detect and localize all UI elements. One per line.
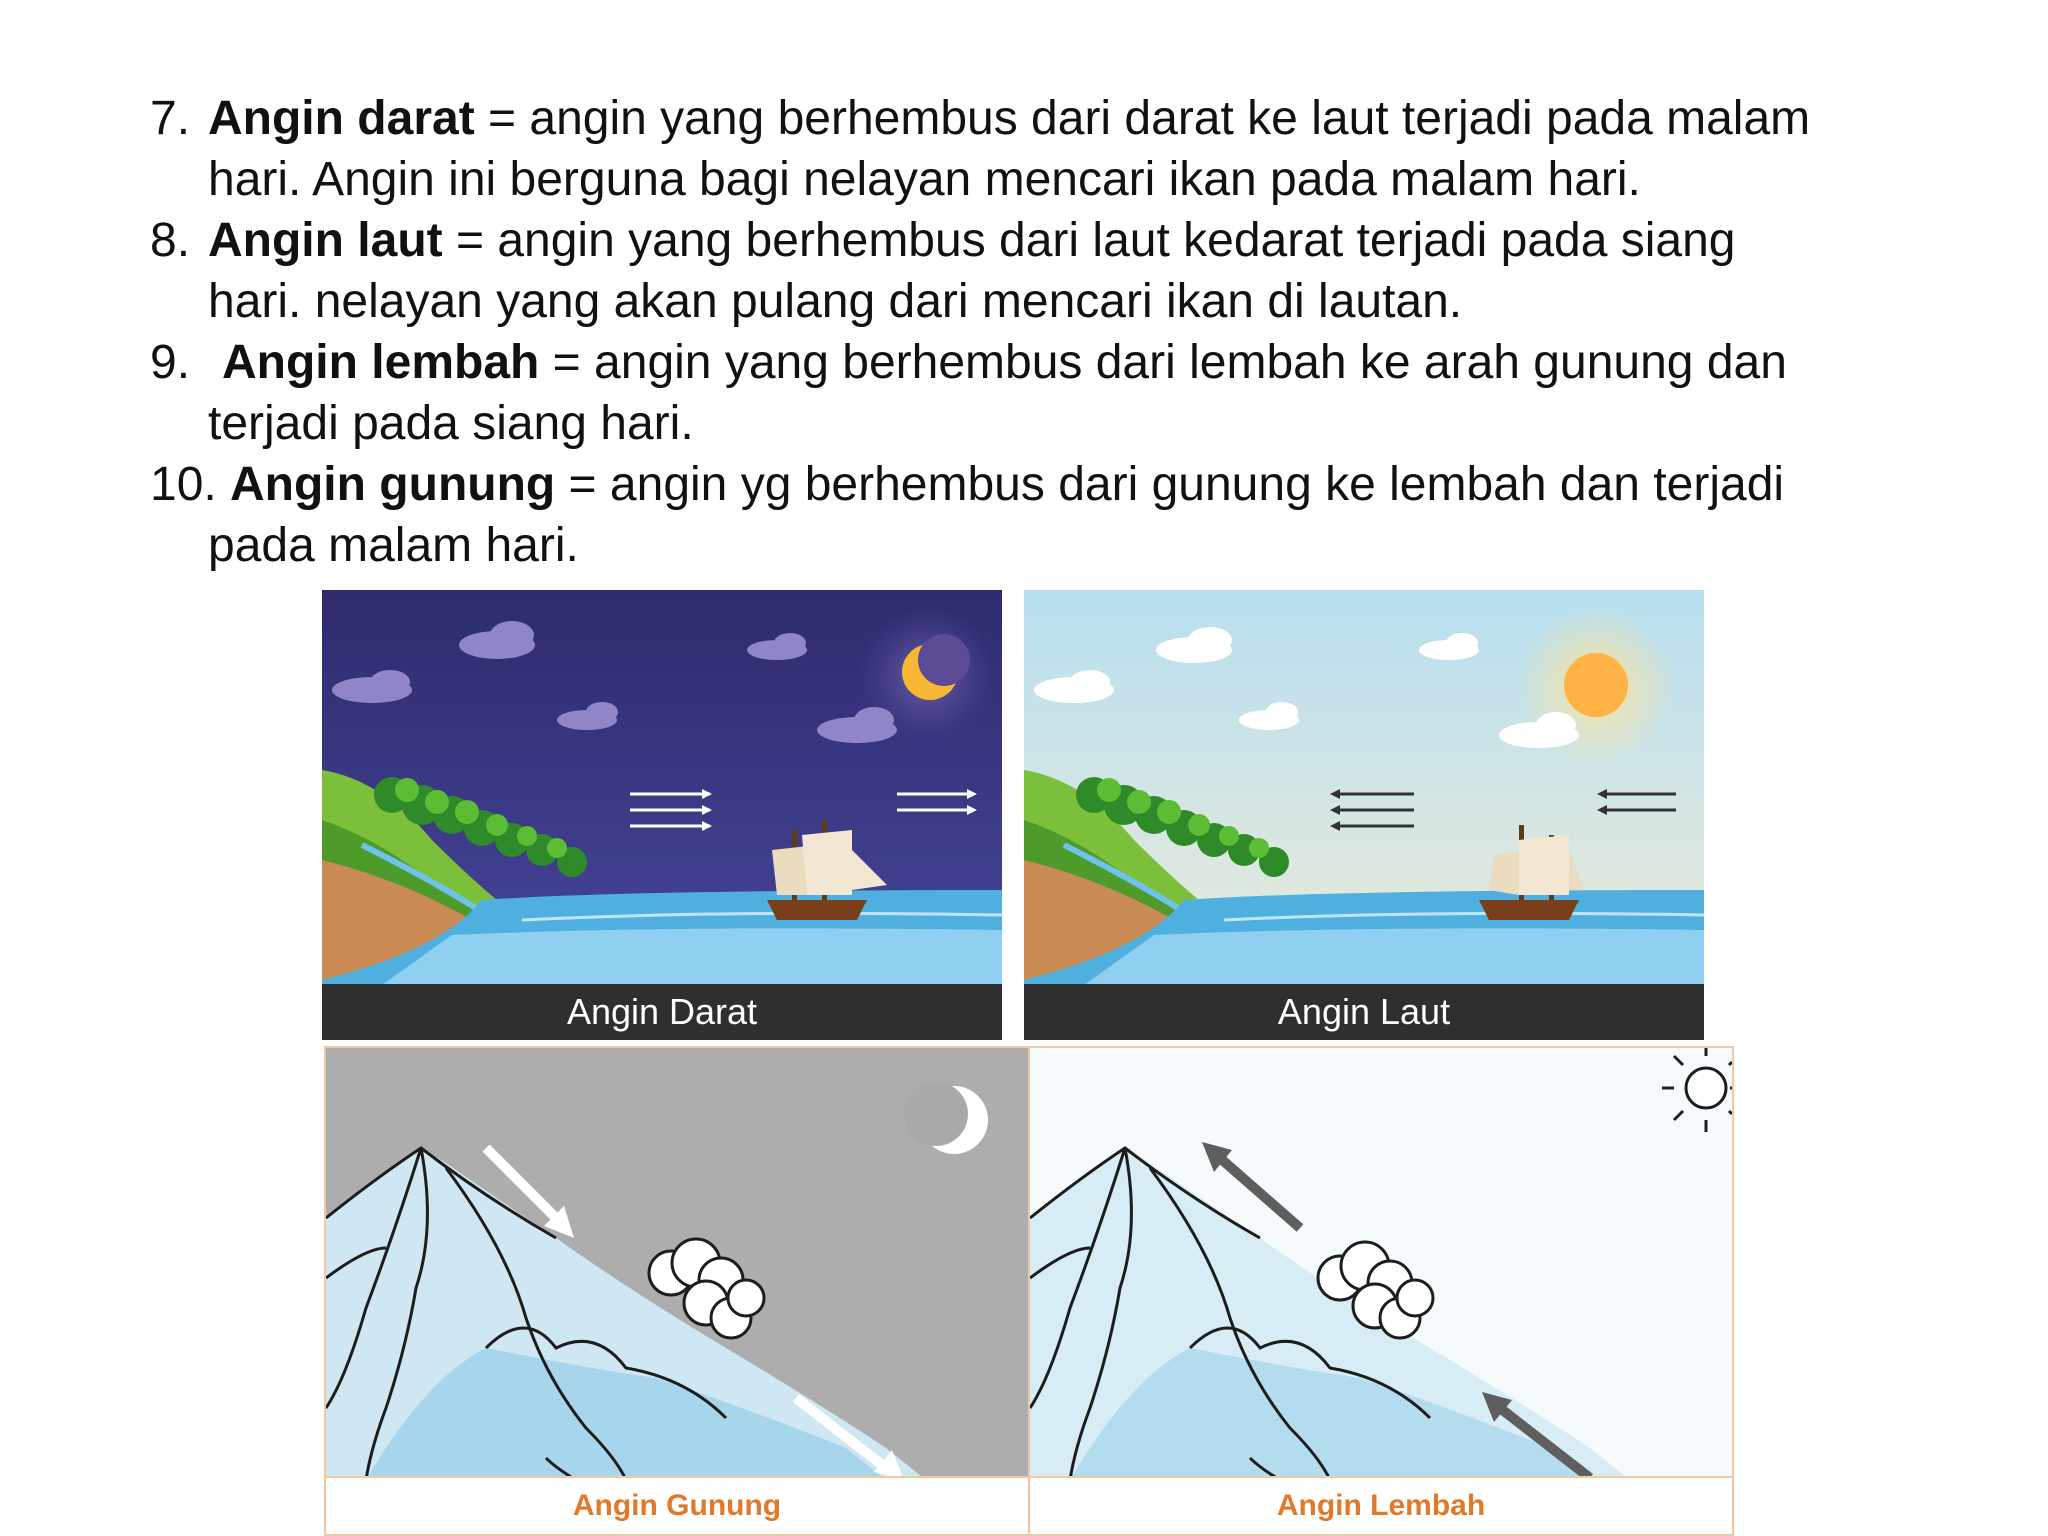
caption-angin-lembah: Angin Lembah — [1030, 1476, 1732, 1534]
list-item-angin-lembah — [150, 332, 1970, 454]
item-definition: = angin yang berhembus dari darat ke laut terjadi pada malam — [474, 92, 1811, 145]
item-term: Angin lembah — [222, 336, 540, 389]
day-mountain-illustration — [1030, 1048, 1732, 1480]
day-coast-illustration — [1024, 590, 1704, 1040]
caption-angin-laut: Angin Laut — [1024, 984, 1704, 1040]
figure-angin-laut — [1024, 590, 1704, 1040]
item-number: 9. — [150, 336, 191, 389]
figure-angin-darat — [322, 590, 1002, 1040]
sun-icon — [1564, 653, 1628, 717]
list-item-angin-laut — [150, 210, 1970, 332]
item-definition: = angin yg berhembus dari gunung ke lembah dan terjadi — [555, 458, 1785, 511]
item-definition: = angin yang berhembus dari laut kedarat terjadi pada siang — [442, 214, 1736, 267]
item-definition-cont: terjadi pada siang hari. — [208, 397, 694, 450]
item-definition-cont: pada malam hari. — [208, 519, 579, 572]
item-number: 8. — [150, 214, 191, 267]
item-term: Angin darat — [208, 92, 475, 145]
item-definition: = angin yang berhembus dari lembah ke arah gunung dan — [539, 336, 1787, 389]
item-term: Angin gunung — [230, 458, 556, 511]
list-item-angin-gunung — [150, 454, 1970, 576]
caption-angin-gunung: Angin Gunung — [326, 1476, 1028, 1534]
figure-angin-lembah — [1028, 1046, 1734, 1536]
figure-angin-gunung — [324, 1046, 1030, 1536]
item-number: 7. — [150, 92, 191, 145]
item-number: 10. — [150, 458, 217, 511]
caption-angin-darat: Angin Darat — [322, 984, 1002, 1040]
definition-list — [150, 88, 1970, 576]
item-term: Angin laut — [208, 214, 443, 267]
night-mountain-illustration — [326, 1048, 1028, 1480]
item-definition-cont: hari. nelayan yang akan pulang dari mencari ikan di lautan. — [208, 275, 1463, 328]
item-definition-cont: hari. Angin ini berguna bagi nelayan mencari ikan pada malam hari. — [208, 153, 1641, 206]
list-item-angin-darat — [150, 88, 1970, 210]
night-coast-illustration — [322, 590, 1002, 1040]
